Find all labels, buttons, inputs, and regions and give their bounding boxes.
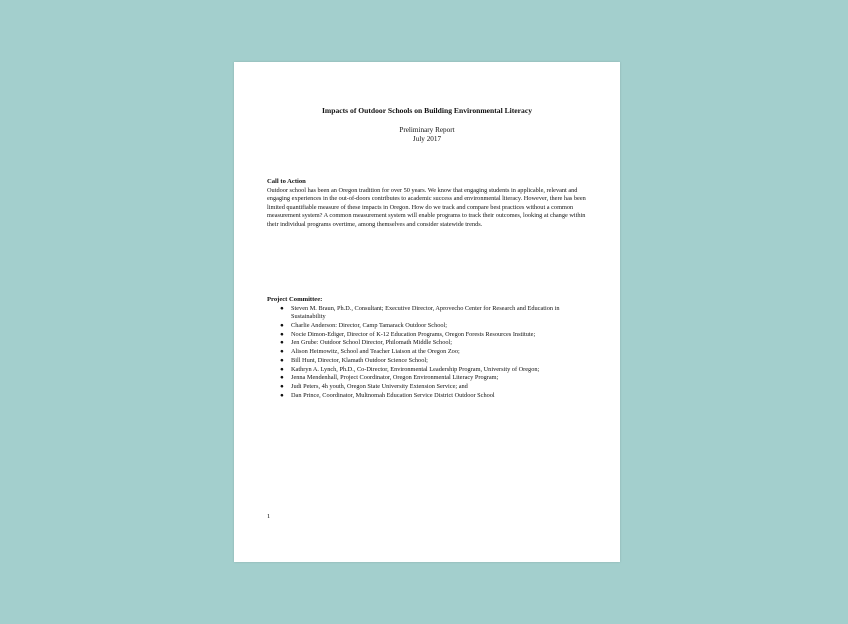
call-to-action-section	[267, 178, 587, 230]
committee-member-text: Bill Hunt, Director, Klamath Outdoor Science School;	[291, 356, 428, 364]
committee-member	[267, 348, 587, 357]
report-date: July 2017	[412, 134, 442, 143]
committee-member-text: Nocie Dimon-Ediger, Director of K-12 Education Programs, Oregon Forests Resources Institute;	[291, 330, 536, 338]
bullet-icon: ●	[280, 330, 284, 338]
committee-member	[267, 392, 587, 401]
committee-member-text: Jen Grube: Outdoor School Director, Philomath Middle School;	[291, 339, 452, 347]
call-to-action-body: Outdoor school has been an Oregon tradition for over 50 years. We know that engaging students in applicable, relevant and engaging experiences in the out-of-doors contributes to academic success and environmental literacy. However, there has been limited quantifiable measure of these impacts in Oregon. How do we track and compare best practices without a common measurement system? A common measurement system will enable programs to track their outcomes, looking at change within their individual programs overtime, among themselves and consider statewide trends.	[267, 186, 586, 228]
bullet-icon: ●	[280, 382, 284, 390]
bullet-icon: ●	[280, 365, 284, 373]
committee-member	[267, 383, 587, 392]
bullet-icon: ●	[280, 356, 284, 364]
report-type: Preliminary Report	[399, 126, 455, 134]
project-committee-section	[267, 296, 587, 400]
bullet-icon: ●	[280, 348, 284, 356]
committee-member	[267, 357, 587, 366]
bullet-icon: ●	[280, 339, 284, 347]
bullet-icon: ●	[280, 374, 284, 382]
committee-member	[267, 305, 587, 322]
page-number: 1	[267, 513, 271, 520]
committee-member	[267, 374, 587, 383]
committee-member	[267, 331, 587, 340]
committee-member-text: Jenna Mendenhall, Project Coordinator, Oregon Environmental Literacy Program;	[291, 374, 499, 382]
bullet-icon: ●	[280, 322, 284, 329]
bullet-icon: ●	[280, 304, 284, 312]
committee-member-text: Steven M. Braun, Ph.D., Consultant; Executive Director, Aprovecho Center for Research and Education in Sustainability	[291, 304, 560, 321]
document-subtitle	[234, 126, 620, 143]
committee-member	[267, 366, 587, 375]
committee-member	[267, 322, 587, 331]
committee-member-text: Kathryn A. Lynch, Ph.D., Co-Director, Environmental Leadership Program, University of Oregon;	[291, 365, 540, 373]
committee-member-text: Dan Prince, Coordinator, Multnomah Education Service District Outdoor School	[291, 391, 495, 399]
document-page	[234, 62, 620, 562]
call-to-action-heading: Call to Action	[267, 178, 306, 185]
project-committee-heading: Project Committee:	[267, 296, 323, 303]
document-title: Impacts of Outdoor Schools on Building Environmental Literacy	[321, 106, 533, 115]
committee-member-text: Alison Heimowitz, School and Teacher Liaison at the Oregon Zoo;	[291, 348, 460, 356]
bullet-icon: ●	[280, 391, 284, 399]
committee-member-text: Charlie Anderson: Director, Camp Tamarack Outdoor School;	[291, 322, 448, 329]
committee-member-text: Judi Peters, 4h youth, Oregon State University Extension Service; and	[291, 382, 468, 390]
committee-list	[267, 305, 587, 401]
committee-member	[267, 339, 587, 348]
